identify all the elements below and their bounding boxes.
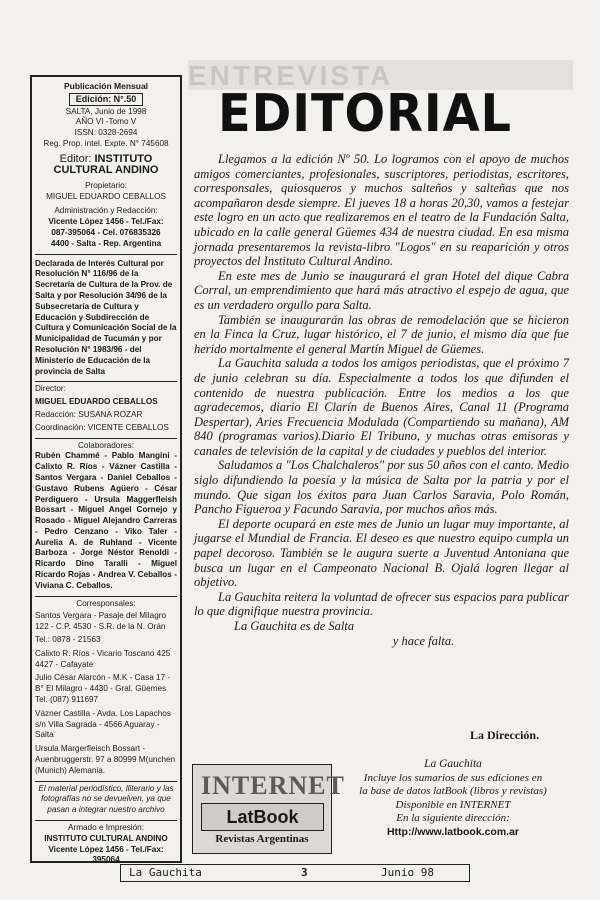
page-footer (120, 864, 470, 882)
printing-name: INSTITUTO CULTURAL ANDINO (44, 833, 168, 843)
paragraph: Saludamos a "Los Chalchaleros" por sus 50 años con el canto. Medio siglo difundiendo la poesía y la música de Salta por la patria y por el mundo. Que sigan los éxitos para Juan Carlos Saravia, Polo Román, Pancho Figueroa y Facundo Saravia, por muchos años más. (194, 458, 569, 517)
promo-line: Incluye los sumarios de sus ediciones en (363, 771, 543, 784)
masthead-column (30, 75, 182, 863)
footer-publication: La Gauchita (129, 866, 202, 879)
promo-line: la base de datos latBook (libros y revistas) (359, 785, 547, 797)
correspondent-1-phone: Tel.: 0878 - 21563 (35, 635, 101, 645)
admin-address: Vicente López 1456 - Tel./Fax: (48, 217, 164, 227)
owner-label: Propietario: (85, 180, 127, 190)
latbook-logo (192, 764, 345, 854)
collaborators-label: Colaboradores: (78, 440, 134, 450)
footer-date: Junio 98 (381, 866, 434, 879)
coordination: Coordinación: VICENTE CEBALLOS (35, 422, 169, 432)
issn: ISSN: 0328-2694 (74, 128, 138, 138)
paragraph: La Gauchita reitera la voluntad de ofrecer sus espacios para publicar lo que dignifique nuestra provincia. (194, 589, 569, 619)
correspondent-5: Ursula Margerfleisch Bossart - Auenbruggerstr. 97 a 80999 M(unchen (Munich) Alemania. (35, 744, 176, 775)
printing-address: Vicente López 1456 - Tel./Fax: 395064 (48, 844, 164, 865)
admin-label: Administración y Redacción: (54, 206, 158, 216)
director-label: Director: (35, 384, 66, 394)
latbook-wordmark: LatBook (201, 803, 324, 831)
correspondent-2: Calixto R. Ríos - Vicario Toscano 425 4427 - Cafayate (35, 648, 171, 669)
admin-phone: 087-395064 - Cel. 076835326 (51, 227, 161, 237)
paragraph: También se inaugurarán las obras de remodelación que se hicieron en la Finca la Cruz, lugar histórico, el 7 de junio, el mismo día que fue herido mortalmente el general Martín Miguel de Güemes. (194, 312, 569, 356)
owner-name: MIGUEL EDUARDO CEBALLOS (46, 191, 166, 201)
printing-section (35, 821, 177, 870)
paragraph: La Gauchita saluda a todos los amigos periodistas, que el próximo 7 de junio celebran su día. Especialmente a todos los que difunden el contenido de nuestra publicación. Entre los medios a los que agradecemos, diario El Clarín de Buenos Aires, Canal 11 (Programa Despertar), Aries Frecuencia Modulada (Compartiendo su mañana), AM 840 (programas varios).Diario El Tribuno, y muchas otras emisoras y canales de televisión de la capital y de ciudades y pueblos del interior. (194, 356, 569, 458)
page-title: EDITORIAL (218, 84, 512, 144)
paragraph: Llegamos a la edición Nº 50. Lo logramos con el apoyo de muchos amigos comerciantes, profesionales, suscriptores, periodistas, escritores, corresponsales, quiosqueros y muchos salteños y salteñas que nos acompañaron desde siempre. El jueves 18 a horas 20,30, vamos a festejar este logro en un acto que realizaremos en el teatro de la Fundación Salta, ubicado en la calle general Güemes 434 de nuestra ciudad. En esa misma jornada presentaremos la revista-libro "Logos" en su reaparición y otros proyectos del Instituto Cultural Andino. (194, 152, 569, 269)
masthead-header (35, 79, 177, 255)
printing-label: Armado e Impresión: (68, 823, 144, 833)
promo-url[interactable]: Http://www.latbook.com.ar (386, 825, 520, 838)
editorial-column (188, 60, 573, 760)
correspondents-label: Corresponsales: (76, 598, 136, 608)
promo-line: Disponible en INTERNET (395, 798, 511, 811)
internet-wordmark: INTERNET (201, 771, 345, 800)
paragraph: El deporte ocupará en este mes de Junio un lugar muy importante, al jugarse el Mundial de Francia. El deseo es que nuestro equipo cumpla un papel decoroso. También se le augura suerte a Juventud Antoniana que busca un lugar en el Campeonato Nacional B. Ojalá logren llegar al objetivo. (194, 516, 569, 590)
closing-line: y hace falta. (392, 633, 455, 648)
collaborators-list: Rubén Chammé - Pablo Mangini - Calixto R. Ríos - Vázner Castilla - Santos Vergara - Daniel Ceballos - Gustavo Rubens Agüero - César Perdiguero - Ursula Maggerfleish Bossart - Miguel Angel Cornejo y Rosado - Miguel Alejandro Carreras - Pedro Cenzano - Viko Taler - Aurelia A. de Ruhland - Vicente Barboza - Jorge Néstor Renoldi - Ricardo Dino Taralli - Miguel Ricardo Rojas - Andrea V. Ceballos - Viviana C. Ceballos. (35, 451, 177, 590)
editorial-body (194, 152, 569, 648)
correspondent-4: Vázner Castilla - Avda. Los Lapachos s/n Villa Sagrada - 4566 Aguaray - Salta (35, 708, 171, 740)
correspondents-section (35, 597, 177, 782)
archive-note: El material periodístico, lliterario y las fotografías no se devuelven, ya que pasan a integrar nuestro archivo (35, 782, 177, 821)
promo-line: En la siguiente dirección: (396, 812, 510, 824)
registration: Reg. Prop. intel. Expte. N° 745608 (43, 138, 169, 148)
paragraph: La Gauchita es de Salta (234, 619, 355, 633)
bleed-through-header: ENTREVISTA (188, 60, 573, 90)
publication-frequency: Publicación Mensual (63, 81, 149, 91)
admin-city: 4400 - Salta - Rep. Argentina (50, 238, 162, 248)
correspondent-1: Santos Vergara - Pasaje del Milagro 122 - C.P. 4530 - S.R. de la N. Orán (35, 611, 167, 632)
correspondent-3: Julio César Alarcón - M.K - Casa 17 - B° El Milagro - 4430 - Gral. Güemes Tel. (087) 911697 (35, 673, 171, 705)
promo-title: La Gauchita (424, 758, 482, 770)
editor-name: INSTITUTO CULTURAL ANDINO (53, 152, 159, 177)
issue-date: SALTA, Junio de 1998 (65, 106, 147, 116)
editor-block (35, 154, 177, 177)
director-name: MIGUEL EDUARDO CEBALLOS (35, 397, 158, 407)
collaborators-section (35, 439, 177, 597)
issue-year: AÑO VI -Tomo V (75, 117, 137, 127)
editorial-staff: Redacción: SUSANA ROZAR (35, 409, 143, 419)
staff-section (35, 382, 177, 438)
declaration: Declarada de Interés Cultural por Resolución N° 116/96 de la Secretaría de Cultura de la Prov. de Salta y por Resolución 34/96 de la Subsecretaría de Cultura y Educación y Subdirección de Cultura y Comunicación Social de la Municipalidad de Tucumán y por Resolución N° 1983/96 - del Ministerio de Educación de la provincia de Salta (35, 255, 177, 383)
edition-number: Edición: N°.50 (69, 93, 144, 106)
signature: La Dirección. (470, 728, 540, 742)
paragraph: En este mes de Junio se inaugurará el gran Hotel del dique Cabra Corral, un emprendimiento que hará más atractivo el espejo de agua, que es un verdadero orgullo para Salta. (194, 268, 569, 312)
page-number: 3 (301, 866, 308, 879)
internet-promo (338, 758, 568, 839)
editor-label: Editor: (59, 152, 92, 165)
logo-tagline: Revistas Argentinas (215, 833, 309, 845)
